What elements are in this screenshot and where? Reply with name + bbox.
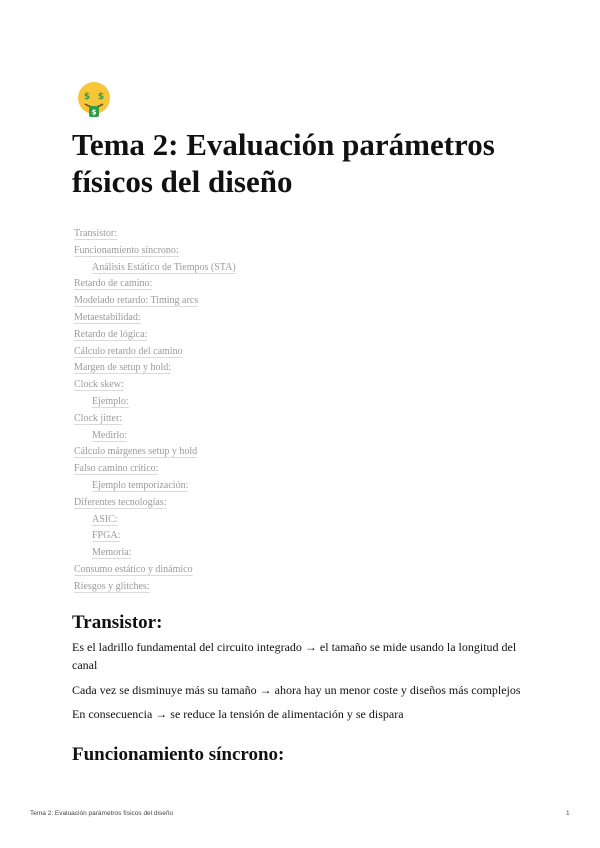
- toc-link-label[interactable]: Análisis Estático de Tiempos (STA): [92, 261, 236, 273]
- paragraph: En consecuencia → se reduce la tensión de alimentación y se dispara: [72, 707, 404, 721]
- toc-link-label[interactable]: Metaestabilidad:: [74, 311, 141, 323]
- toc-link[interactable]: [74, 428, 474, 445]
- page-title: Tema 2: Evaluación parámetros físicos del diseño: [72, 127, 495, 199]
- toc-link-label[interactable]: Margen de setup y hold:: [74, 362, 172, 374]
- toc-link-label[interactable]: Ejemplo temporización:: [92, 479, 189, 491]
- toc-link[interactable]: [74, 512, 474, 529]
- toc-link-label[interactable]: Consumo estático y dinámico: [74, 563, 193, 575]
- toc-link-label[interactable]: Cálculo márgenes setup y hold: [74, 446, 198, 458]
- toc-link[interactable]: [74, 579, 474, 596]
- toc-link[interactable]: [74, 360, 474, 377]
- toc-link-label[interactable]: Medirlo:: [92, 429, 127, 441]
- toc-link[interactable]: [74, 545, 474, 562]
- toc-link[interactable]: [74, 260, 474, 277]
- toc-link-label[interactable]: ASIC:: [92, 513, 118, 525]
- toc-link-label[interactable]: Retardo de camino:: [74, 278, 153, 290]
- toc-link[interactable]: [74, 276, 474, 293]
- toc-link-label[interactable]: Riesgos y glitches:: [74, 580, 150, 592]
- toc-link[interactable]: [74, 495, 474, 512]
- toc-link-label[interactable]: Clock skew:: [74, 379, 124, 391]
- toc-link-label[interactable]: Transistor:: [74, 228, 117, 239]
- section-heading-funcionamiento-sincrono: Funcionamiento síncrono:: [72, 744, 285, 765]
- toc-link-label[interactable]: Ejemplo:: [92, 395, 129, 407]
- toc-link[interactable]: [74, 562, 474, 579]
- toc-link[interactable]: [74, 377, 474, 394]
- section-heading-transistor: Transistor:: [72, 612, 163, 633]
- toc-link-label[interactable]: Funcionamiento síncrono:: [74, 244, 179, 256]
- toc-link[interactable]: [74, 528, 474, 545]
- toc-link[interactable]: [74, 444, 474, 461]
- toc-link-label[interactable]: Cálculo retardo del camino: [74, 345, 183, 357]
- toc-link-label[interactable]: FPGA:: [92, 530, 121, 542]
- svg-text:$: $: [83, 92, 91, 102]
- toc-link-label[interactable]: Memoria:: [92, 547, 132, 559]
- toc-link[interactable]: [74, 411, 474, 428]
- toc-link-label[interactable]: Falso camino crítico:: [74, 463, 159, 475]
- toc-link-label[interactable]: Modelado retardo: Timing arcs: [74, 295, 199, 307]
- paragraph: Cada vez se disminuye más su tamaño → ahora hay un menor coste y diseños más complejos: [72, 683, 521, 697]
- svg-text:$: $: [91, 108, 97, 117]
- svg-text:$: $: [97, 92, 105, 102]
- paragraph: Es el ladrillo fundamental del circuito integrado → el tamaño se mide usando la longitud del canal: [72, 640, 517, 672]
- toc-link-label[interactable]: Diferentes tecnologías:: [74, 496, 167, 508]
- money-mouth-face-icon: [72, 80, 116, 120]
- toc-link[interactable]: [74, 394, 474, 411]
- toc-link[interactable]: [74, 243, 474, 260]
- toc-link-label[interactable]: Retardo de lógica:: [74, 328, 148, 340]
- toc-link[interactable]: [74, 310, 474, 327]
- toc-link[interactable]: [74, 293, 474, 310]
- table-of-contents: [74, 226, 474, 596]
- toc-link[interactable]: [74, 478, 474, 495]
- toc-link-label[interactable]: Clock jitter:: [74, 412, 123, 424]
- toc-link[interactable]: [74, 226, 474, 243]
- toc-link[interactable]: [74, 461, 474, 478]
- toc-link[interactable]: [74, 344, 474, 361]
- toc-link[interactable]: [74, 327, 474, 344]
- page-number: 1: [566, 810, 570, 817]
- page-footer-title: Tema 2: Evaluación parámetros físicos del diseño: [30, 810, 174, 817]
